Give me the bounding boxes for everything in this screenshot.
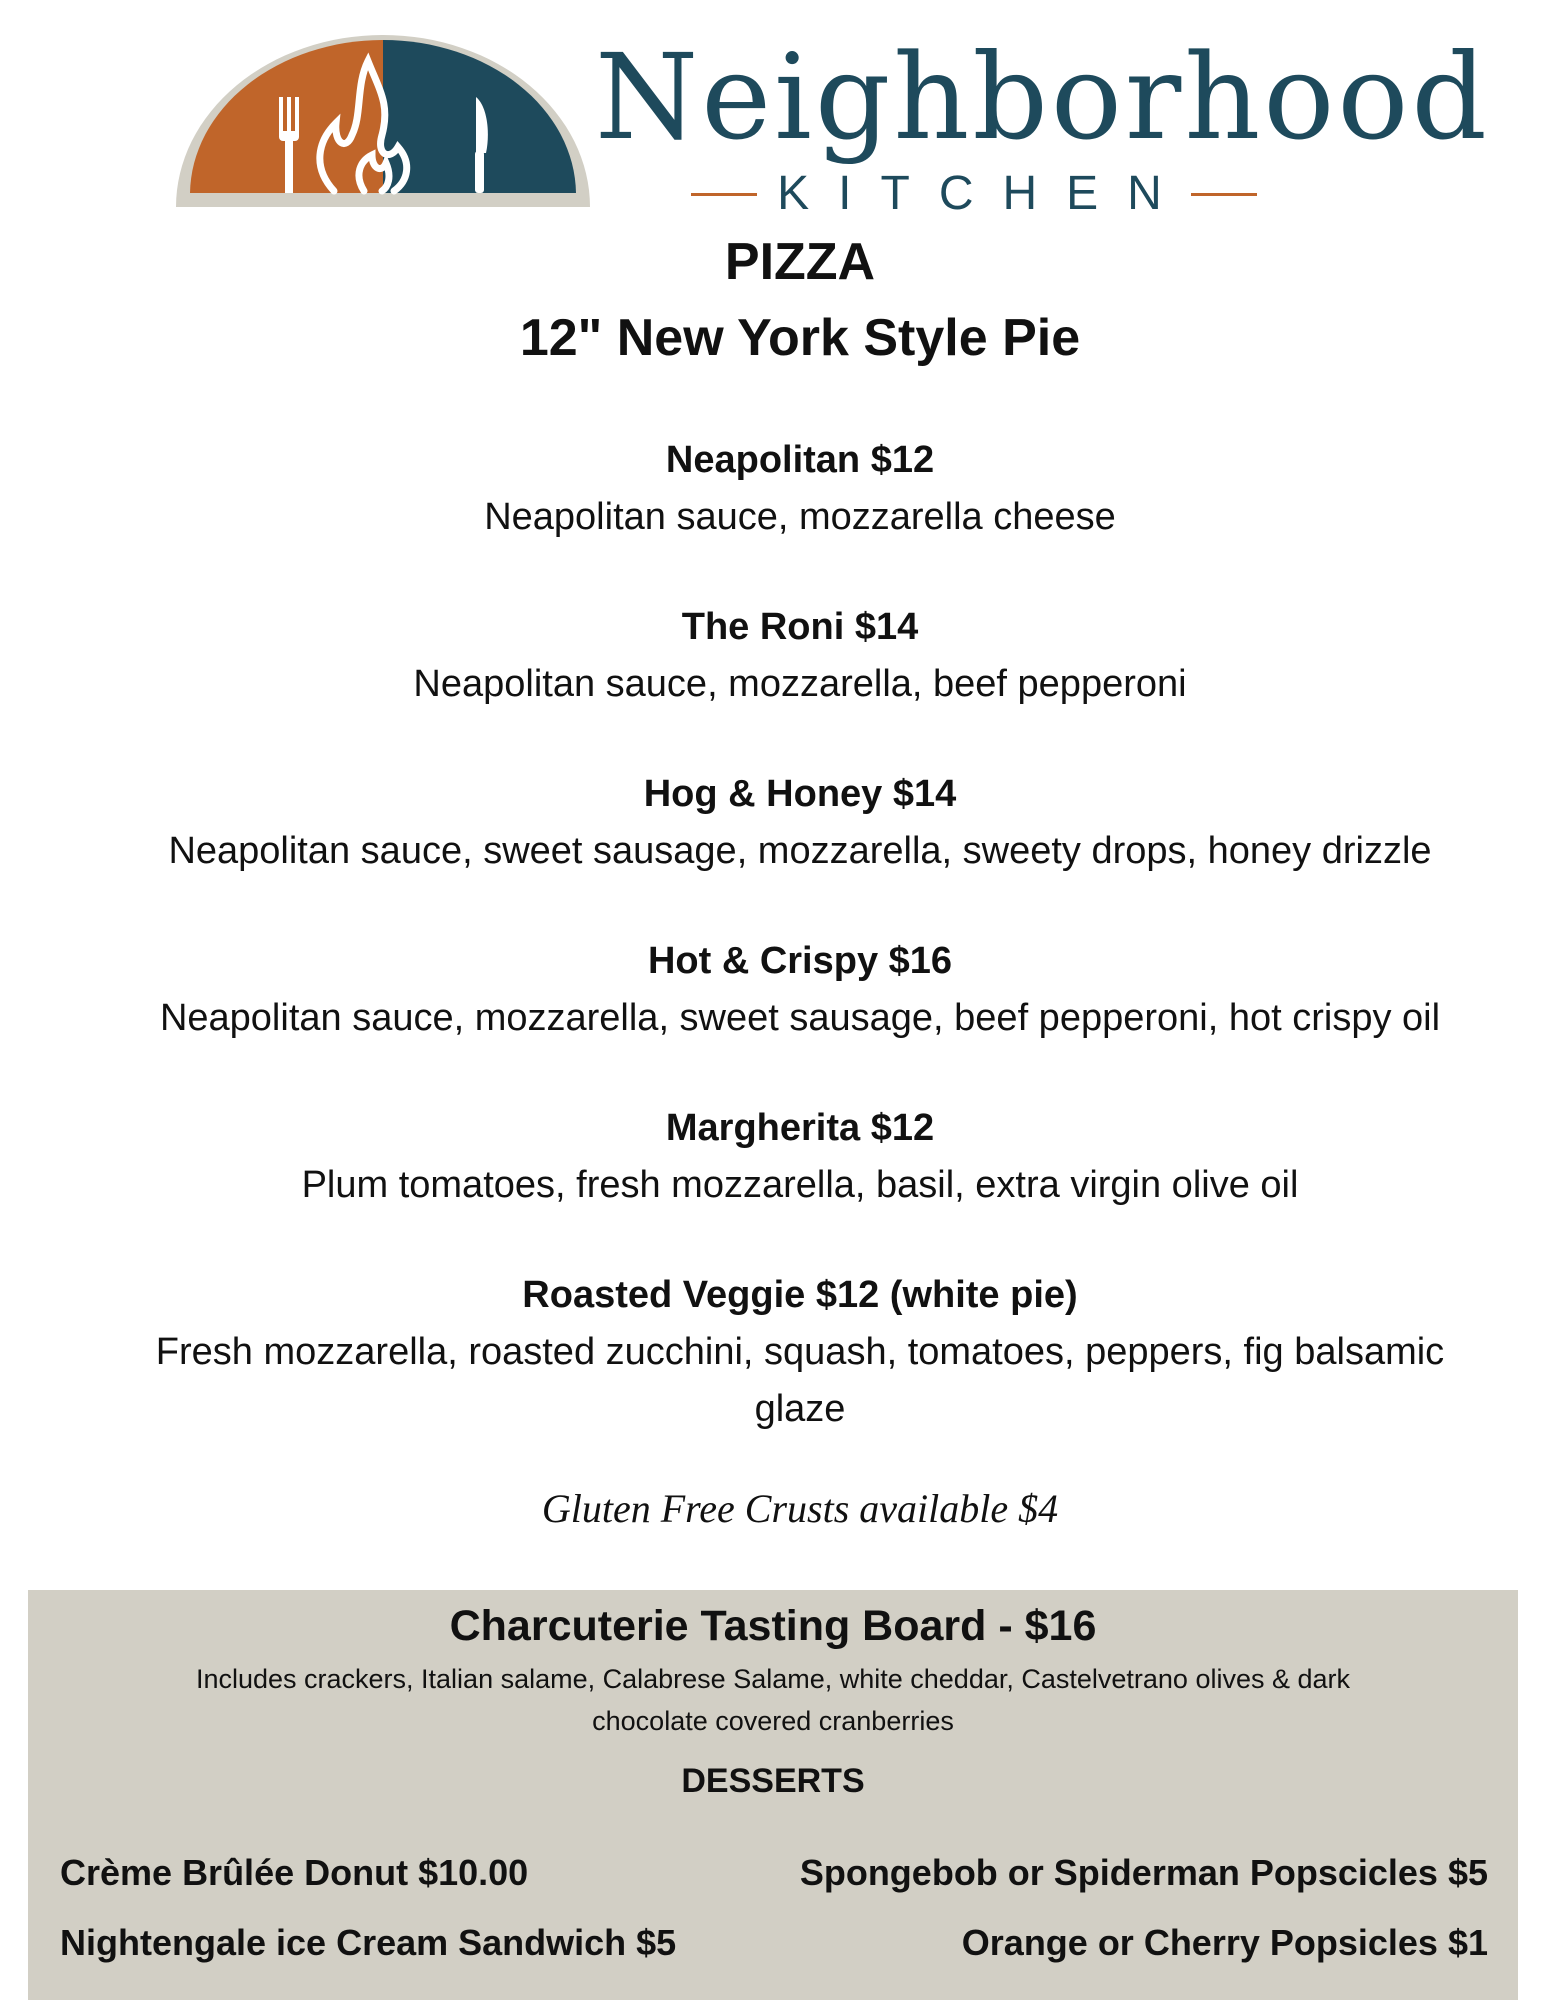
board-description: Includes crackers, Italian salame, Calabrese Salame, white cheddar, Castelvetrano olives & dark chocolate covered cranberries xyxy=(195,1664,1351,1736)
menu-item-description: Fresh mozzarella, roasted zucchini, squash, tomatoes, peppers, fig balsamic glaze xyxy=(155,1331,1445,1430)
section-subtitle: 12" New York Style Pie xyxy=(519,309,1081,367)
menu-item-title: The Roni $14 xyxy=(681,606,919,648)
brand-subtitle xyxy=(676,166,1272,222)
menu-item-title: Hot & Crispy $16 xyxy=(647,940,953,982)
menu-item-title: Hog & Honey $14 xyxy=(643,773,957,815)
menu-item-description: Neapolitan sauce, sweet sausage, mozzarella, sweety drops, honey drizzle xyxy=(168,830,1432,872)
menu-item xyxy=(0,933,1545,1047)
desserts-heading: DESSERTS xyxy=(681,1762,865,1800)
menu-item-title: Neapolitan $12 xyxy=(665,439,935,481)
menu-item xyxy=(0,432,1545,546)
pizza-list xyxy=(0,432,1545,1491)
menu-item-description: Neapolitan sauce, mozzarella cheese xyxy=(484,496,1116,538)
dessert-item: Crème Brûlée Donut $10.00 xyxy=(60,1852,529,1893)
dessert-item: Spongebob or Spiderman Popscicles $5 xyxy=(799,1852,1488,1893)
board-and-desserts-panel xyxy=(28,1590,1518,2000)
dessert-item: Nightengale ice Cream Sandwich $5 xyxy=(60,1922,677,1963)
divider xyxy=(1191,193,1257,196)
logo xyxy=(0,0,1545,230)
brand-name: Neighborhood xyxy=(595,28,1490,166)
divider xyxy=(691,193,757,196)
menu-item-description: Neapolitan sauce, mozzarella, beef pepperoni xyxy=(413,663,1187,705)
menu-item-title: Roasted Veggie $12 (white pie) xyxy=(522,1274,1078,1316)
logo-mark-icon xyxy=(176,35,590,207)
dessert-item: Orange or Cherry Popsicles $1 xyxy=(961,1922,1488,1963)
menu-item xyxy=(0,1100,1545,1214)
gluten-free-note: Gluten Free Crusts available $4 xyxy=(541,1486,1059,1531)
board-title: Charcuterie Tasting Board - $16 xyxy=(449,1602,1097,1650)
brand-subtitle-text: KITCHEN xyxy=(777,167,1191,220)
menu-item-title: Margherita $12 xyxy=(665,1107,935,1149)
menu-item-description: Plum tomatoes, fresh mozzarella, basil, extra virgin olive oil xyxy=(301,1164,1299,1206)
section-title: PIZZA xyxy=(724,233,876,291)
menu-item xyxy=(0,599,1545,713)
menu-item-description: Neapolitan sauce, mozzarella, sweet sausage, beef pepperoni, hot crispy oil xyxy=(159,997,1441,1039)
menu-item xyxy=(0,766,1545,880)
menu-item xyxy=(0,1267,1545,1438)
